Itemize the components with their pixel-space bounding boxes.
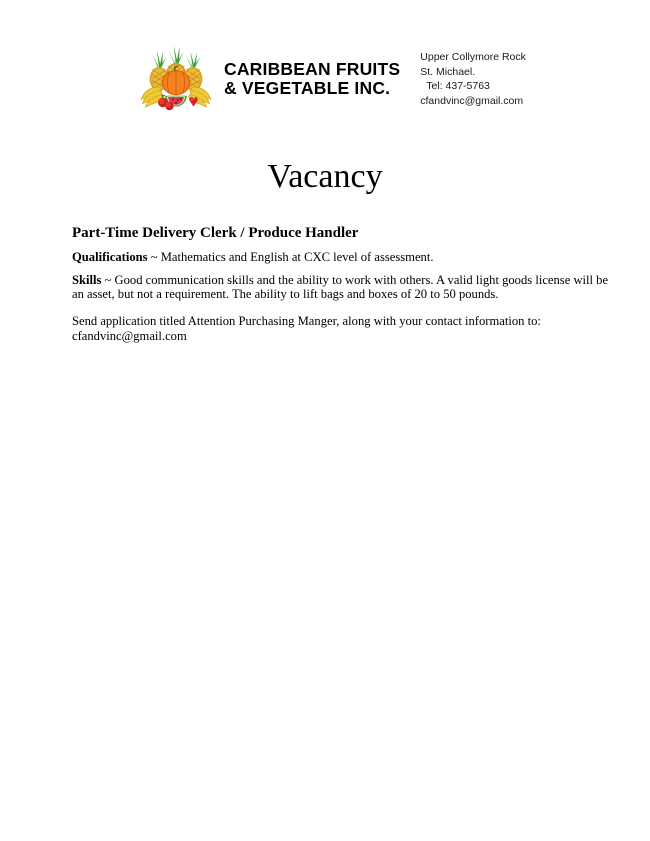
qualifications-label: Qualifications: [72, 250, 148, 264]
address-city: St. Michael.: [420, 65, 476, 78]
qualifications-text: ~ Mathematics and English at CXC level of assessment.: [147, 250, 434, 264]
letterhead: [140, 44, 526, 114]
company-name-line2: & VEGETABLE INC.: [224, 78, 391, 98]
company-name-line1: CARIBBEAN FRUITS: [224, 59, 401, 79]
address-email: cfandvinc@gmail.com: [420, 94, 524, 107]
address-telephone: Tel: 437-5763: [426, 80, 490, 92]
job-title-heading: Part-Time Delivery Clerk / Produce Handler: [72, 225, 359, 241]
skills-label: Skills: [72, 272, 102, 287]
qualifications-paragraph: [72, 250, 612, 265]
address-line-street: Upper Collymore Rock: [420, 51, 526, 63]
application-instructions: [72, 314, 617, 344]
page-title: Vacancy: [267, 158, 383, 195]
application-email: cfandvinc@gmail.com: [72, 329, 187, 343]
company-name: [224, 60, 400, 98]
tropical-fruit-basket-logo-icon: [140, 44, 212, 114]
address-line-city-tel: [420, 65, 526, 94]
address-block: [420, 50, 526, 108]
job-posting-body: [72, 224, 612, 310]
application-instruction-text: Send application titled Attention Purchasing Manger, along with your contact information to:: [72, 314, 541, 328]
skills-paragraph: [72, 273, 612, 302]
skills-text: ~ Good communication skills and the ability to work with others. A valid light goods license will be an asset, but not a requirement. The ability to lift bags and boxes of 20 to 50 pounds.: [72, 272, 609, 302]
